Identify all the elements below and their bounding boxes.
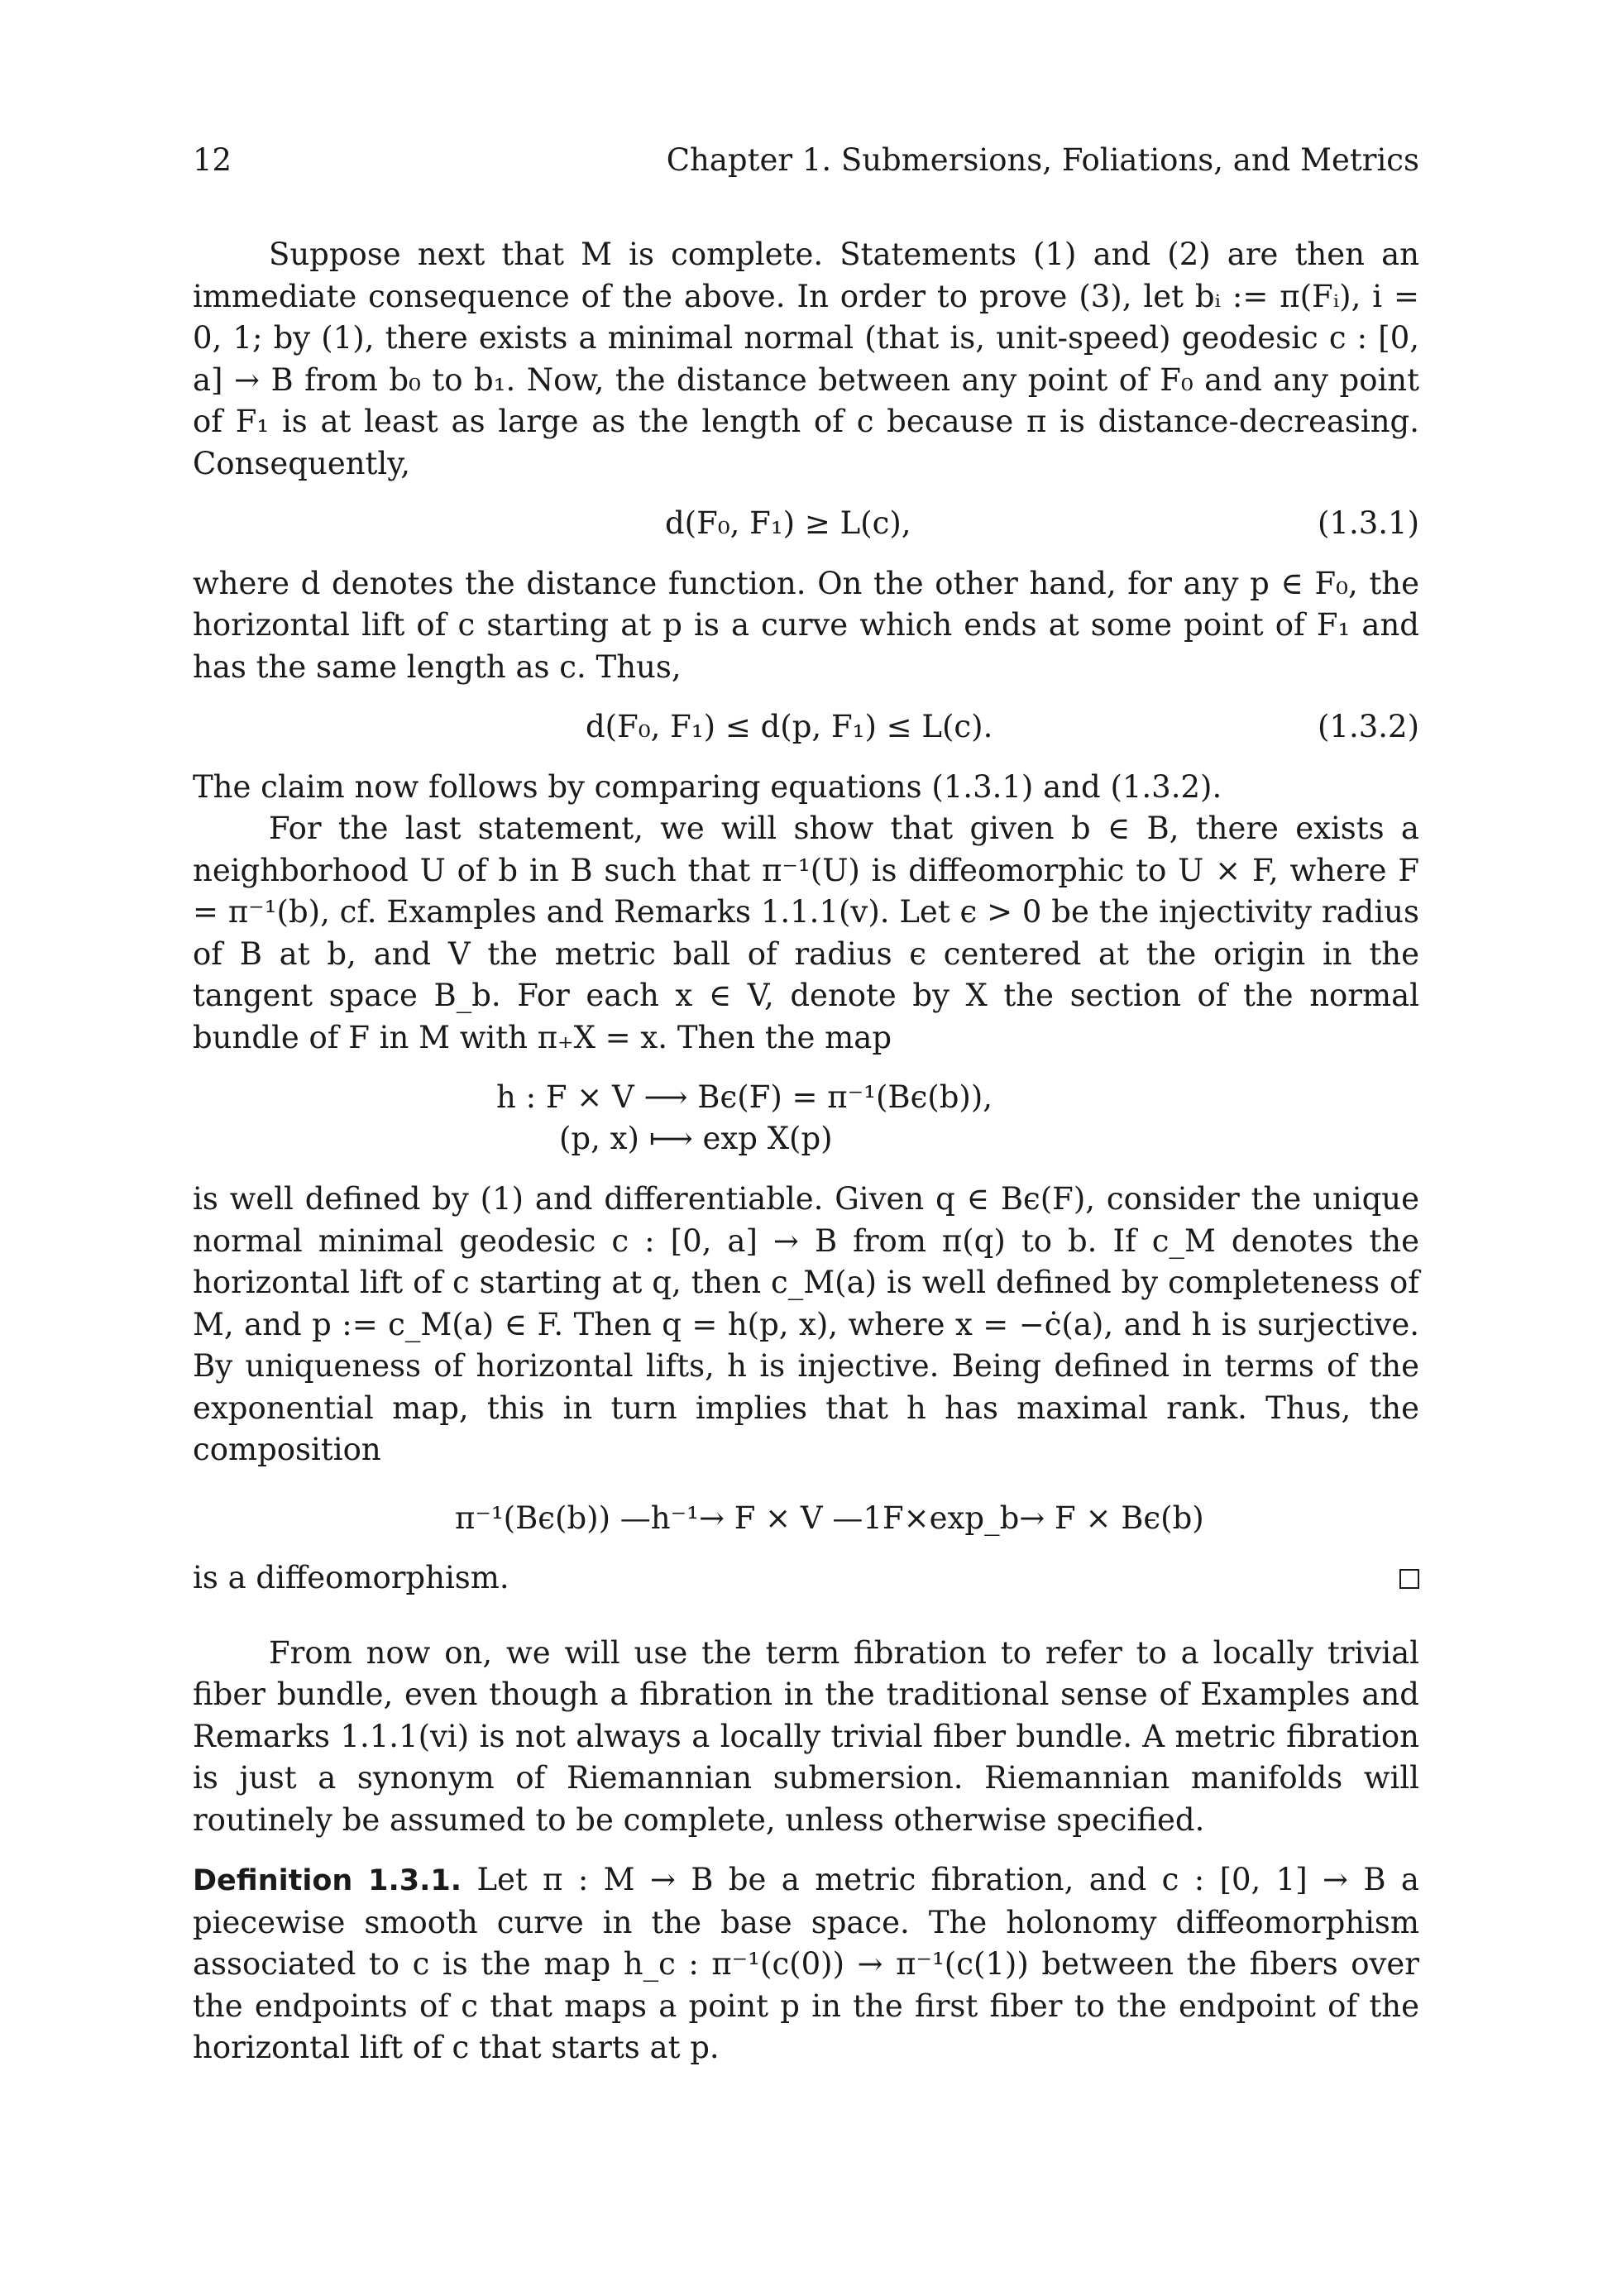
- page-number: 12: [193, 142, 232, 178]
- map-line-2: (p, x) ⟼ exp X(p): [559, 1121, 833, 1156]
- section-gap: [193, 1600, 1419, 1633]
- map-line-1: h : F × V ⟶ Bϵ(F) = π⁻¹(Bϵ(b)),: [496, 1079, 993, 1115]
- paragraph-horizontal-lift: where d denotes the distance function. On the other hand, for any p ∈ F₀, the horizontal lift of c starting at p is a curve which ends at some point of F₁ and has the same length as c. Thus,: [193, 565, 1419, 685]
- definition-title: Definition 1.3.1.: [193, 1864, 462, 1897]
- paragraph-last-statement: For the last statement, we will show that given b ∈ B, there exists a neighborhood U of b in B such that π⁻¹(U) is diffeomorphic to U × F, where F = π⁻¹(b), cf. Examples and Remarks 1.1.1(v). Let ϵ > 0 be the injectivity radius of B at b, and V the metric ball of radius ϵ centered at the origin in the tangent space B_b. For each x ∈ V, denote by X the section of the normal bundle of F in M with π₊X = x. Then the map: [193, 811, 1419, 1055]
- paragraph-claim: The claim now follows by comparing equations (1.3.1) and (1.3.2).: [193, 768, 1222, 805]
- equation-formula: d(F₀, F₁) ≤ d(p, F₁) ≤ L(c).: [586, 709, 993, 744]
- composition-formula: π⁻¹(Bϵ(b)) —h⁻¹→ F × V —1F×exp_b→ F × Bϵ(b): [455, 1500, 1204, 1536]
- definition-1-3-1: [193, 1859, 1419, 2069]
- equation-formula: d(F₀, F₁) ≥ L(c),: [665, 505, 911, 541]
- equation-label: (1.3.1): [1317, 505, 1419, 541]
- paragraph-proof-completeness: Suppose next that M is complete. Statements (1) and (2) are then an immediate consequence of the above. In order to prove (3), let bᵢ := π(Fᵢ), i = 0, 1; by (1), there exists a minimal normal (that is, unit-speed) geodesic c : [0, a] → B from b₀ to b₁. Now, the distance between any point of F₀ and any point of F₁ is at least as large as the length of c because π is distance-decreasing. Consequently,: [193, 237, 1419, 481]
- qed-square-icon: [1399, 1569, 1419, 1589]
- paragraph-conclusion: is a diffeomorphism.: [193, 1560, 509, 1595]
- running-head: Chapter 1. Submersions, Foliations, and Metrics: [666, 142, 1419, 178]
- definition-gap: [193, 1841, 1419, 1859]
- equation-label: (1.3.2): [1317, 709, 1419, 744]
- equation-1-3-1: [193, 503, 1419, 545]
- definition-text: Let π : M → B be a metric fibration, and c : [0, 1] → B a piecewise smooth curve in the base space. The holonomy diffeomorphism associated to c is the map h_c : π⁻¹(c(0)) → π⁻¹(c(1)) between the fibers over the endpoints of c that maps a point p in the first fiber to the endpoint of the horizontal lift of c that starts at p.: [193, 1862, 1419, 2065]
- equation-1-3-2: [193, 706, 1419, 749]
- page-header: [193, 142, 1419, 184]
- map-definition-display: [193, 1077, 1419, 1160]
- diffeomorphism-conclusion: [193, 1557, 1419, 1600]
- composition-display: [193, 1498, 1419, 1540]
- page-body: [193, 234, 1419, 2069]
- paragraph-fibration-term: From now on, we will use the term fibration to refer to a locally trivial fiber bundle, even though a fibration in the traditional sense of Examples and Remarks 1.1.1(vi) is not always a locally trivial fiber bundle. A metric fibration is just a synonym of Riemannian submersion. Riemannian manifolds will routinely be assumed to be complete, unless otherwise specified.: [193, 1634, 1419, 1838]
- paragraph-well-defined: is well defined by (1) and differentiable. Given q ∈ Bϵ(F), consider the unique normal minimal geodesic c : [0, a] → B from π(q) to b. If c_M denotes the horizontal lift of c starting at q, then c_M(a) is well defined by completeness of M, and p := c_M(a) ∈ F. Then q = h(p, x), where x = −ċ(a), and h is surjective. By uniqueness of horizontal lifts, h is injective. Being defined in terms of the exponential map, this in turn implies that h has maximal rank. Thus, the composition: [193, 1181, 1419, 1467]
